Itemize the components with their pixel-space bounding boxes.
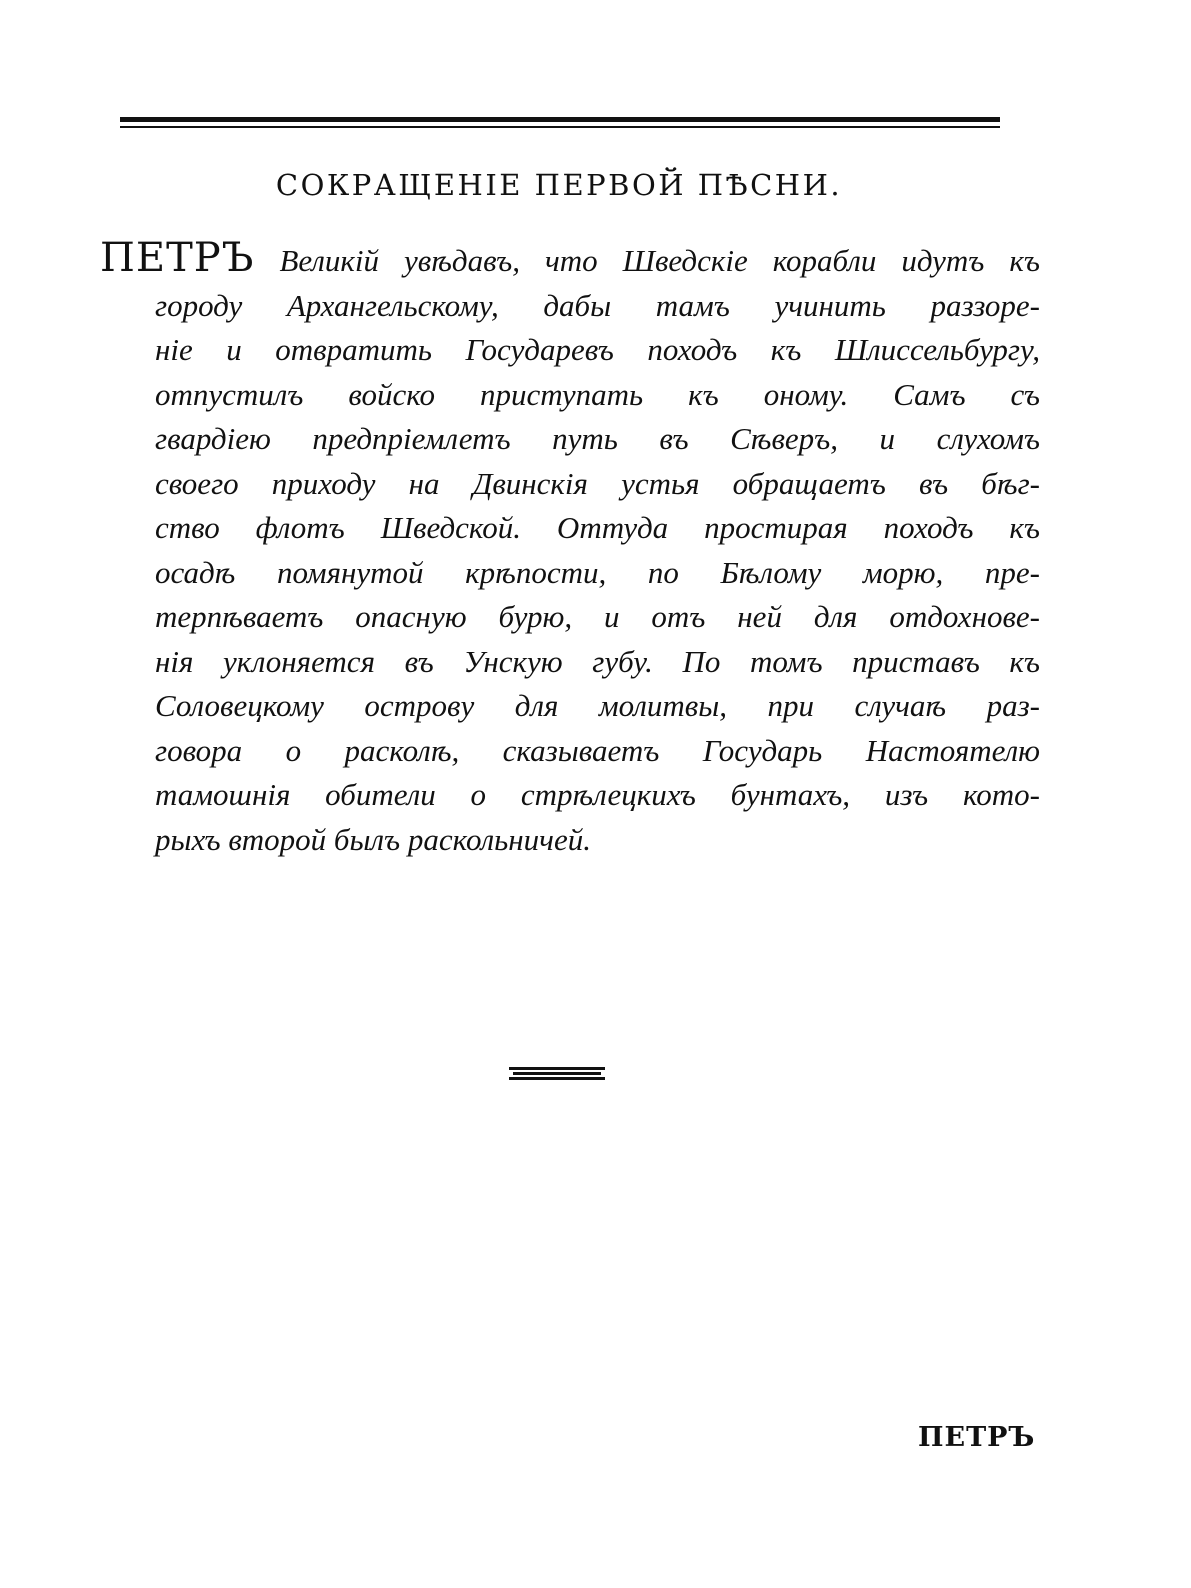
divider-line-middle	[513, 1072, 601, 1075]
top-rule-thin-line	[120, 126, 1000, 128]
summary-paragraph	[100, 236, 1040, 862]
top-double-rule	[120, 117, 1000, 131]
paragraph-line: гвардіею предпріемлетъ путь въ Сѣверъ, и слухомъ	[155, 421, 1040, 456]
paragraph-line: отпустилъ войско приступать къ оному. Самъ съ	[155, 376, 1040, 412]
paragraph-line: Соловецкому острову для молитвы, при случаѣ раз-	[155, 688, 1040, 723]
divider-line-top	[509, 1067, 605, 1070]
top-rule-thick-line	[120, 117, 1000, 122]
paragraph-line	[100, 236, 1040, 284]
paragraph-line: терпѣваетъ опасную бурю, и отъ ней для отдохнове-	[155, 599, 1040, 634]
paragraph-line: осадѣ помянутой крѣпости, по Бѣлому морю, пре-	[155, 554, 1040, 590]
paragraph-line: нія уклоняется въ Унскую губу. По томъ приставъ къ	[155, 643, 1040, 679]
paragraph-line-text: Великій увѣдавъ, что Шведскіе корабли идутъ къ	[279, 243, 1040, 278]
paragraph-line: ніе и отвратить Государевъ походъ къ Шлиссельбургу,	[155, 332, 1040, 367]
ornamental-divider	[509, 1067, 605, 1081]
paragraph-line: рыхъ второй былъ раскольничей.	[155, 821, 591, 857]
paragraph-line: говора о расколѣ, сказываетъ Государь Настоятелю	[155, 732, 1040, 768]
paragraph-line: своего приходу на Двинскія устья обращаетъ въ бѣг-	[155, 465, 1040, 501]
section-heading: СОКРАЩЕНІЕ ПЕРВОЙ ПѢСНИ.	[275, 168, 843, 202]
catchword: ПЕТРЪ	[918, 1422, 1036, 1453]
paragraph-line: тамошнія обители о стрѣлецкихъ бунтахъ, изъ кото-	[155, 777, 1040, 812]
paragraph-line: ство флотъ Шведской. Оттуда простирая походъ къ	[155, 510, 1040, 545]
divider-line-bottom	[509, 1077, 605, 1080]
paragraph-initial-word: ПЕТРЪ	[100, 235, 255, 281]
paragraph-line: городу Архангельскому, дабы тамъ учинить раззоре-	[155, 287, 1040, 323]
